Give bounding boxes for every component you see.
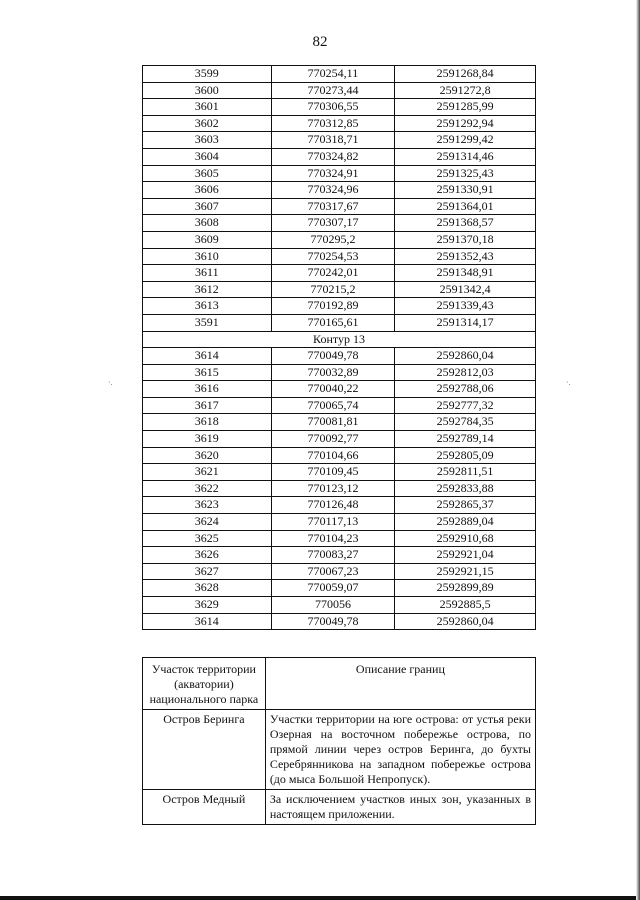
coordinate-row bbox=[143, 431, 536, 448]
coordinate-row bbox=[143, 314, 536, 331]
coordinate-row bbox=[143, 82, 536, 99]
x-coordinate-cell: 770242,01 bbox=[271, 265, 395, 282]
coordinate-row bbox=[143, 182, 536, 199]
y-coordinate-cell: 2592899,89 bbox=[395, 580, 536, 597]
y-coordinate-cell: 2592889,04 bbox=[395, 514, 536, 531]
y-coordinate-cell: 2591352,43 bbox=[395, 248, 536, 265]
coordinates-table-body bbox=[143, 66, 536, 630]
x-coordinate-cell: 770312,85 bbox=[271, 115, 395, 132]
y-coordinate-cell: 2591364,01 bbox=[395, 198, 536, 215]
x-coordinate-cell: 770081,81 bbox=[271, 414, 395, 431]
point-number-cell: 3606 bbox=[143, 182, 272, 199]
x-coordinate-cell: 770192,89 bbox=[271, 298, 395, 315]
x-coordinate-cell: 770109,45 bbox=[271, 464, 395, 481]
x-coordinate-cell: 770056 bbox=[271, 597, 395, 614]
y-coordinate-cell: 2592777,32 bbox=[395, 397, 536, 414]
coordinate-row bbox=[143, 148, 536, 165]
x-coordinate-cell: 770165,61 bbox=[271, 314, 395, 331]
scan-speck-right: ·. bbox=[566, 378, 571, 387]
coordinate-row bbox=[143, 265, 536, 282]
point-number-cell: 3617 bbox=[143, 397, 272, 414]
point-number-cell: 3622 bbox=[143, 480, 272, 497]
point-number-cell: 3602 bbox=[143, 115, 272, 132]
x-coordinate-cell: 770295,2 bbox=[271, 231, 395, 248]
x-coordinate-cell: 770065,74 bbox=[271, 397, 395, 414]
coordinate-row bbox=[143, 115, 536, 132]
y-coordinate-cell: 2592784,35 bbox=[395, 414, 536, 431]
coordinate-row bbox=[143, 231, 536, 248]
y-coordinate-cell: 2592910,68 bbox=[395, 530, 536, 547]
point-number-cell: 3591 bbox=[143, 314, 272, 331]
point-number-cell: 3608 bbox=[143, 215, 272, 232]
x-coordinate-cell: 770104,23 bbox=[271, 530, 395, 547]
point-number-cell: 3601 bbox=[143, 99, 272, 116]
boundary-description-table bbox=[142, 657, 536, 825]
x-coordinate-cell: 770215,2 bbox=[271, 281, 395, 298]
point-number-cell: 3627 bbox=[143, 563, 272, 580]
y-coordinate-cell: 2592812,03 bbox=[395, 364, 536, 381]
point-number-cell: 3616 bbox=[143, 381, 272, 398]
point-number-cell: 3609 bbox=[143, 231, 272, 248]
y-coordinate-cell: 2591325,43 bbox=[395, 165, 536, 182]
x-coordinate-cell: 770254,53 bbox=[271, 248, 395, 265]
coordinate-row bbox=[143, 215, 536, 232]
scan-speck-left: ·. bbox=[108, 378, 113, 387]
point-number-cell: 3605 bbox=[143, 165, 272, 182]
point-number-cell: 3615 bbox=[143, 364, 272, 381]
point-number-cell: 3614 bbox=[143, 348, 272, 365]
y-coordinate-cell: 2591330,91 bbox=[395, 182, 536, 199]
coordinate-row bbox=[143, 563, 536, 580]
coordinate-row bbox=[143, 198, 536, 215]
contour-label: Контур 13 bbox=[143, 331, 536, 348]
point-number-cell: 3629 bbox=[143, 597, 272, 614]
y-coordinate-cell: 2592789,14 bbox=[395, 431, 536, 448]
x-coordinate-cell: 770104,66 bbox=[271, 447, 395, 464]
x-coordinate-cell: 770273,44 bbox=[271, 82, 395, 99]
coordinate-row bbox=[143, 298, 536, 315]
point-number-cell: 3618 bbox=[143, 414, 272, 431]
point-number-cell: 3620 bbox=[143, 447, 272, 464]
coordinate-row bbox=[143, 497, 536, 514]
point-number-cell: 3614 bbox=[143, 613, 272, 630]
point-number-cell: 3621 bbox=[143, 464, 272, 481]
x-coordinate-cell: 770059,07 bbox=[271, 580, 395, 597]
y-coordinate-cell: 2592833,88 bbox=[395, 480, 536, 497]
point-number-cell: 3603 bbox=[143, 132, 272, 149]
x-coordinate-cell: 770324,96 bbox=[271, 182, 395, 199]
point-number-cell: 3600 bbox=[143, 82, 272, 99]
x-coordinate-cell: 770307,17 bbox=[271, 215, 395, 232]
coordinate-row bbox=[143, 480, 536, 497]
point-number-cell: 3626 bbox=[143, 547, 272, 564]
coordinate-row bbox=[143, 66, 536, 83]
point-number-cell: 3612 bbox=[143, 281, 272, 298]
point-number-cell: 3610 bbox=[143, 248, 272, 265]
boundary-text-cell: Участки территории на юге острова: от устья реки Озерная на восточном побережье острова, по прямой линии через остров Беринга, до бухты Серебрянникова на западном побережье острова (до мыса Большой Непропуск). bbox=[265, 710, 535, 790]
x-coordinate-cell: 770324,82 bbox=[271, 148, 395, 165]
x-coordinate-cell: 770040,22 bbox=[271, 381, 395, 398]
coordinate-row bbox=[143, 547, 536, 564]
y-coordinate-cell: 2591339,43 bbox=[395, 298, 536, 315]
y-coordinate-cell: 2591299,42 bbox=[395, 132, 536, 149]
point-number-cell: 3599 bbox=[143, 66, 272, 83]
y-coordinate-cell: 2591292,94 bbox=[395, 115, 536, 132]
x-coordinate-cell: 770083,27 bbox=[271, 547, 395, 564]
coordinate-row bbox=[143, 165, 536, 182]
coordinate-row bbox=[143, 348, 536, 365]
y-coordinate-cell: 2591368,57 bbox=[395, 215, 536, 232]
coordinate-row bbox=[143, 447, 536, 464]
y-coordinate-cell: 2591272,8 bbox=[395, 82, 536, 99]
coordinate-row bbox=[143, 397, 536, 414]
description-row bbox=[143, 710, 536, 790]
point-number-cell: 3623 bbox=[143, 497, 272, 514]
y-coordinate-cell: 2591348,91 bbox=[395, 265, 536, 282]
coordinate-row bbox=[143, 530, 536, 547]
y-coordinate-cell: 2591342,4 bbox=[395, 281, 536, 298]
y-coordinate-cell: 2592885,5 bbox=[395, 597, 536, 614]
y-coordinate-cell: 2592921,04 bbox=[395, 547, 536, 564]
area-name-cell: Остров Беринга bbox=[143, 710, 266, 790]
coordinate-row bbox=[143, 613, 536, 630]
coordinate-row bbox=[143, 414, 536, 431]
area-name-cell: Остров Медный bbox=[143, 790, 266, 825]
point-number-cell: 3619 bbox=[143, 431, 272, 448]
y-coordinate-cell: 2592865,37 bbox=[395, 497, 536, 514]
x-coordinate-cell: 770254,11 bbox=[271, 66, 395, 83]
coordinate-row bbox=[143, 281, 536, 298]
description-row bbox=[143, 790, 536, 825]
y-coordinate-cell: 2591285,99 bbox=[395, 99, 536, 116]
x-coordinate-cell: 770324,91 bbox=[271, 165, 395, 182]
y-coordinate-cell: 2591370,18 bbox=[395, 231, 536, 248]
coordinate-row bbox=[143, 597, 536, 614]
scan-border-right bbox=[636, 0, 640, 900]
y-coordinate-cell: 2592860,04 bbox=[395, 348, 536, 365]
y-coordinate-cell: 2592860,04 bbox=[395, 613, 536, 630]
y-coordinate-cell: 2592811,51 bbox=[395, 464, 536, 481]
coordinate-row bbox=[143, 99, 536, 116]
y-coordinate-cell: 2591268,84 bbox=[395, 66, 536, 83]
y-coordinate-cell: 2592788,06 bbox=[395, 381, 536, 398]
y-coordinate-cell: 2592921,15 bbox=[395, 563, 536, 580]
point-number-cell: 3604 bbox=[143, 148, 272, 165]
y-coordinate-cell: 2591314,17 bbox=[395, 314, 536, 331]
y-coordinate-cell: 2591314,46 bbox=[395, 148, 536, 165]
x-coordinate-cell: 770032,89 bbox=[271, 364, 395, 381]
x-coordinate-cell: 770126,48 bbox=[271, 497, 395, 514]
boundary-text-cell: За исключением участков иных зон, указанных в настоящем приложении. bbox=[265, 790, 535, 825]
x-coordinate-cell: 770067,23 bbox=[271, 563, 395, 580]
x-coordinate-cell: 770317,67 bbox=[271, 198, 395, 215]
coordinates-table bbox=[142, 65, 536, 630]
point-number-cell: 3625 bbox=[143, 530, 272, 547]
x-coordinate-cell: 770049,78 bbox=[271, 348, 395, 365]
x-coordinate-cell: 770049,78 bbox=[271, 613, 395, 630]
coordinate-row bbox=[143, 464, 536, 481]
point-number-cell: 3611 bbox=[143, 265, 272, 282]
coordinate-row bbox=[143, 580, 536, 597]
coordinate-row bbox=[143, 248, 536, 265]
page-number: 82 bbox=[312, 34, 328, 50]
coordinate-row bbox=[143, 132, 536, 149]
header-description-cell: Описание границ bbox=[265, 658, 535, 710]
x-coordinate-cell: 770306,55 bbox=[271, 99, 395, 116]
x-coordinate-cell: 770117,13 bbox=[271, 514, 395, 531]
header-area-cell: Участок территории (акватории) национального парка bbox=[143, 658, 266, 710]
coordinate-row bbox=[143, 514, 536, 531]
coordinate-row bbox=[143, 381, 536, 398]
contour-header-row bbox=[143, 331, 536, 348]
boundary-description-body bbox=[143, 658, 536, 825]
point-number-cell: 3613 bbox=[143, 298, 272, 315]
point-number-cell: 3607 bbox=[143, 198, 272, 215]
point-number-cell: 3624 bbox=[143, 514, 272, 531]
x-coordinate-cell: 770092,77 bbox=[271, 431, 395, 448]
point-number-cell: 3628 bbox=[143, 580, 272, 597]
x-coordinate-cell: 770318,71 bbox=[271, 132, 395, 149]
x-coordinate-cell: 770123,12 bbox=[271, 480, 395, 497]
scan-border-bottom bbox=[0, 896, 640, 900]
y-coordinate-cell: 2592805,09 bbox=[395, 447, 536, 464]
coordinate-row bbox=[143, 364, 536, 381]
description-header-row bbox=[143, 658, 536, 710]
